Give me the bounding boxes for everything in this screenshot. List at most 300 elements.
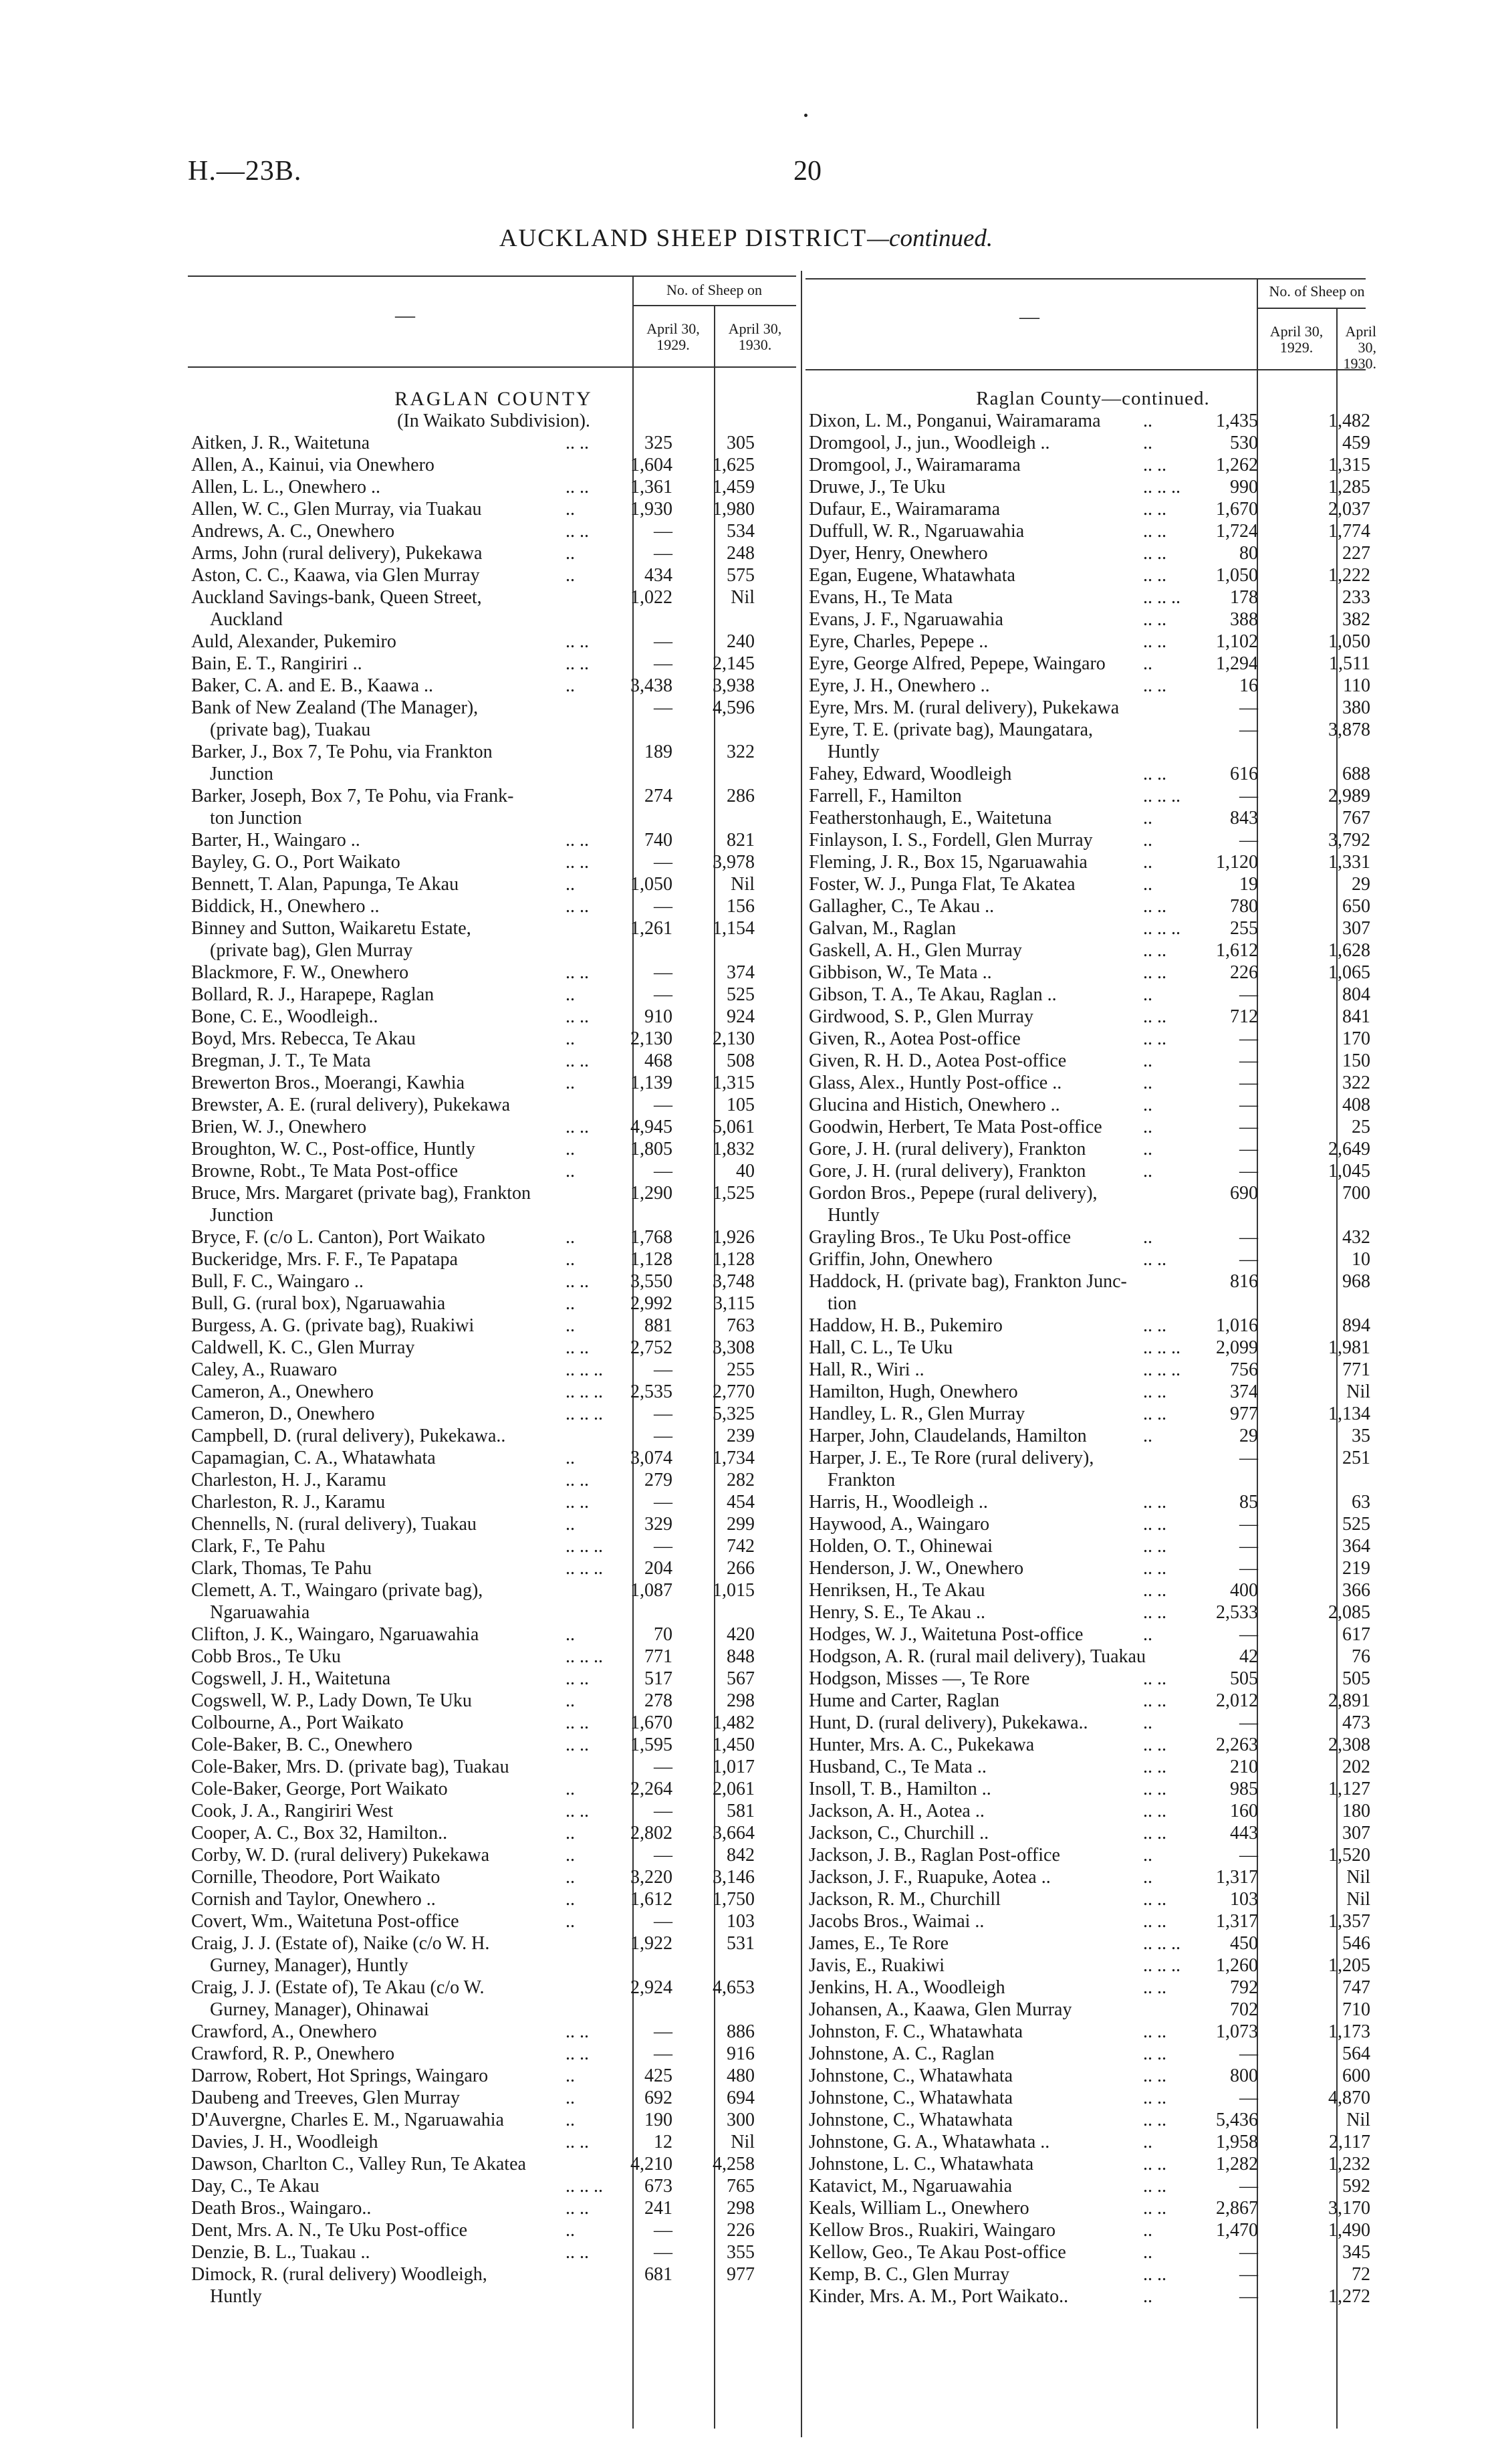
table-row <box>191 1028 796 1050</box>
leader-dots: .. .. <box>1143 1757 1166 1777</box>
leader-dots: .. .. .. <box>1143 477 1180 497</box>
owner-name: Hamilton, Hugh, Onewhero <box>809 1381 1018 1402</box>
table-row <box>191 1182 796 1204</box>
owner-name: Corby, W. D. (rural delivery) Pukekawa <box>191 1845 490 1866</box>
table-row <box>809 1690 1377 1712</box>
table-row <box>809 586 1377 608</box>
leader-dots: .. <box>1143 1227 1152 1248</box>
owner-name: Frankton <box>828 1470 896 1490</box>
leader-dots: .. .. <box>1143 1734 1166 1755</box>
owner-name: (private bag), Tuakau <box>210 719 371 740</box>
owner-name: Brewster, A. E. (rural delivery), Pukekawa <box>191 1095 511 1115</box>
owner-name: Aston, C. C., Kaawa, via Glen Murray <box>191 565 480 586</box>
sheep-1929: 740 <box>644 830 672 851</box>
sheep-1930: 2,989 <box>1328 786 1370 806</box>
owner-name: Griffin, John, Onewhero <box>809 1249 993 1270</box>
leader-dots: .. .. <box>1143 1558 1166 1579</box>
leader-dots: .. .. <box>1143 2176 1166 2197</box>
owner-name: Baker, C. A. and E. B., Kaawa .. <box>191 675 434 696</box>
sheep-1930: 473 <box>1342 1712 1370 1733</box>
owner-name: Death Bros., Waingaro.. <box>191 2198 372 2219</box>
table-row <box>191 1800 796 1822</box>
sheep-1930: 1,232 <box>1328 2154 1370 2174</box>
table-row <box>809 1977 1377 1999</box>
table-row <box>191 1756 796 1778</box>
sheep-1930: 233 <box>1342 587 1370 608</box>
table-row <box>191 2153 796 2175</box>
sheep-1930: 4,596 <box>713 697 755 718</box>
sheep-1930: 3,664 <box>713 1823 755 1843</box>
leader-dots: .. <box>1143 1624 1152 1645</box>
owner-name: Duffull, W. R., Ngaruawahia <box>809 521 1025 542</box>
leader-dots: .. .. <box>566 2198 589 2219</box>
owner-name: Andrews, A. C., Onewhero <box>191 521 395 542</box>
owner-name: Henderson, J. W., Onewhero <box>809 1558 1024 1579</box>
leader-dots: .. <box>1143 2132 1152 2152</box>
sheep-1929: — <box>1239 1249 1258 1270</box>
sheep-1930: 1,128 <box>713 1249 755 1270</box>
table-row <box>191 2021 796 2043</box>
table-row-continuation <box>809 1469 1377 1491</box>
table-row <box>191 2241 796 2263</box>
sheep-1929: — <box>654 2043 672 2064</box>
table-row <box>809 1491 1377 1513</box>
owner-name: Bain, E. T., Rangiriri .. <box>191 653 362 674</box>
table-row <box>191 1072 796 1094</box>
table-row <box>191 498 796 520</box>
page-speck <box>804 114 807 117</box>
table-row-continuation <box>809 741 1377 763</box>
sheep-1929: — <box>1239 1028 1258 1049</box>
sheep-1930: 3,748 <box>713 1271 755 1292</box>
sheep-1930: 103 <box>727 1911 755 1932</box>
table-row <box>809 1579 1377 1601</box>
sheep-1930: 459 <box>1342 433 1370 453</box>
sheep-1930: 700 <box>1342 1183 1370 1204</box>
sheep-1930: 3,878 <box>1328 719 1370 740</box>
owner-name: Gurney, Manager), Ohinawai <box>210 1999 429 2020</box>
sheep-1929: 278 <box>644 1690 672 1711</box>
sheep-1930: 1,926 <box>713 1227 755 1248</box>
table-row <box>191 2219 796 2241</box>
owner-name: Barker, Joseph, Box 7, Te Pohu, via Frank- <box>191 786 514 806</box>
leader-dots: .. .. <box>1143 1977 1166 1998</box>
sheep-1929: 2,012 <box>1216 1690 1258 1711</box>
sheep-1930: 219 <box>1342 1558 1370 1579</box>
sheep-1929: 616 <box>1230 764 1258 784</box>
table-row <box>191 1381 796 1403</box>
section-heading-continued: Raglan County—continued. <box>976 388 1210 409</box>
leader-dots: .. <box>566 1690 575 1711</box>
leader-dots: .. .. <box>566 631 589 652</box>
sheep-1930: 380 <box>1342 697 1370 718</box>
owner-name: Bone, C. E., Woodleigh.. <box>191 1006 378 1027</box>
sheep-1930: 180 <box>1342 1801 1370 1821</box>
leader-dots: .. .. <box>1143 1514 1166 1535</box>
sheep-1929: 1,922 <box>630 1933 672 1954</box>
sheep-1930: 1,625 <box>713 455 755 475</box>
leader-dots: .. <box>1143 1845 1152 1866</box>
table-row <box>191 432 796 454</box>
owner-name: Girdwood, S. P., Glen Murray <box>809 1006 1033 1027</box>
sheep-1930: 3,792 <box>1328 830 1370 851</box>
sheep-1930: 747 <box>1342 1977 1370 1998</box>
sheep-1929: — <box>654 2242 672 2263</box>
sheep-1929: 42 <box>1239 1646 1258 1667</box>
sheep-1929: — <box>654 2021 672 2042</box>
leader-dots: .. .. <box>1143 1823 1166 1843</box>
sheep-1930: 364 <box>1342 1536 1370 1557</box>
leader-dots: .. .. <box>1143 1404 1166 1424</box>
sheep-1929: — <box>654 1404 672 1424</box>
sheep-1930: 1,628 <box>1328 940 1370 961</box>
sheep-1930: 1,525 <box>713 1183 755 1204</box>
sheep-1930: 1,315 <box>1328 455 1370 475</box>
owner-name: Hunter, Mrs. A. C., Pukekawa <box>809 1734 1035 1755</box>
sheep-1929: 2,867 <box>1216 2198 1258 2219</box>
table-row <box>191 741 796 763</box>
owner-name: Huntly <box>210 2286 262 2307</box>
leader-dots: .. .. <box>1143 2154 1166 2174</box>
sheep-1929: 2,130 <box>630 1028 672 1049</box>
table-row <box>809 1866 1377 1888</box>
sheep-1930: 4,870 <box>1328 2088 1370 2108</box>
table-row <box>191 1094 796 1116</box>
sheep-1929: 425 <box>644 2065 672 2086</box>
sheep-1929: 19 <box>1239 874 1258 895</box>
leader-dots: .. .. <box>566 2043 589 2064</box>
table-row <box>809 1557 1377 1579</box>
table-row <box>191 1425 796 1447</box>
owner-name: Brien, W. J., Onewhero <box>191 1117 367 1137</box>
table-row <box>809 520 1377 542</box>
table-row <box>191 697 796 719</box>
table-row <box>809 719 1377 741</box>
owner-name: Dixon, L. M., Ponganui, Wairamarama <box>809 411 1101 431</box>
sheep-1929: 1,317 <box>1216 1867 1258 1888</box>
sheep-1930: 299 <box>727 1514 755 1535</box>
sheep-1929: — <box>654 631 672 652</box>
sheep-1929: 374 <box>1230 1381 1258 1402</box>
owner-name: James, E., Te Rore <box>809 1933 949 1954</box>
owner-name: Egan, Eugene, Whatawhata <box>809 565 1015 586</box>
leader-dots: .. .. <box>566 1492 589 1513</box>
leader-dots: .. .. .. <box>1143 1359 1180 1380</box>
owner-name: Johnstone, C., Whatawhata <box>809 2110 1013 2130</box>
sheep-1929: 443 <box>1230 1823 1258 1843</box>
owner-name: Cornish and Taylor, Onewhero .. <box>191 1889 436 1910</box>
right-sheep-group-header: No. of Sheep on <box>1269 283 1365 300</box>
sheep-1930: 894 <box>1342 1315 1370 1336</box>
owner-name: Clark, F., Te Pahu <box>191 1536 326 1557</box>
leader-dots: .. .. <box>1143 521 1166 542</box>
leader-dots: .. .. <box>1143 2264 1166 2285</box>
table-row-continuation <box>191 719 796 741</box>
table-row <box>809 2241 1377 2263</box>
sheep-1929: 3,550 <box>630 1271 672 1292</box>
owner-name: Johnstone, C., Whatawhata <box>809 2088 1013 2108</box>
sheep-1929: 1,670 <box>1216 499 1258 520</box>
sheep-1929: 1,294 <box>1216 653 1258 674</box>
owner-name: Day, C., Te Akau <box>191 2176 320 2197</box>
sheep-1929: 530 <box>1230 433 1258 453</box>
table-row <box>191 1293 796 1315</box>
sheep-1930: 650 <box>1342 896 1370 917</box>
leader-dots: .. <box>566 2110 575 2130</box>
sheep-1930: 767 <box>1342 808 1370 828</box>
table-row <box>809 2153 1377 2175</box>
sheep-1929: — <box>1239 1712 1258 1733</box>
sheep-1929: — <box>654 1161 672 1182</box>
owner-name: Dromgool, J., jun., Woodleigh .. <box>809 433 1050 453</box>
sheep-1930: 1,127 <box>1328 1779 1370 1799</box>
sheep-1929: 843 <box>1230 808 1258 828</box>
sheep-1929: — <box>654 653 672 674</box>
sheep-1930: 1,482 <box>1328 411 1370 431</box>
owner-name: Broughton, W. C., Post-office, Huntly <box>191 1139 475 1159</box>
sheep-1929: 2,752 <box>630 1337 672 1358</box>
sheep-1929: 881 <box>644 1315 672 1336</box>
sheep-1930: Nil <box>731 2132 755 2152</box>
sheep-1930: 35 <box>1352 1426 1370 1446</box>
owner-name: Finlayson, I. S., Fordell, Glen Murray <box>809 830 1093 851</box>
owner-name: Eyre, J. H., Onewhero .. <box>809 675 990 696</box>
table-row <box>191 1866 796 1888</box>
leader-dots: .. .. <box>566 1470 589 1490</box>
leader-dots: .. .. <box>1143 499 1166 520</box>
sheep-1930: 72 <box>1352 2264 1370 2285</box>
leader-dots: .. .. <box>566 896 589 917</box>
sheep-1929: — <box>654 1095 672 1115</box>
sheep-1930: 1,750 <box>713 1889 755 1910</box>
sheep-1930: 1,205 <box>1328 1955 1370 1976</box>
owner-name: ton Junction <box>210 808 302 828</box>
owner-name: Druwe, J., Te Uku <box>809 477 946 497</box>
table-row <box>191 829 796 851</box>
table-row <box>809 1778 1377 1800</box>
table-row <box>191 1888 796 1910</box>
sheep-1930: 226 <box>727 2220 755 2241</box>
sheep-1930: 2,061 <box>713 1779 755 1799</box>
leader-dots: .. <box>1143 2220 1152 2241</box>
table-row <box>809 1844 1377 1866</box>
owner-name: Glass, Alex., Huntly Post-office .. <box>809 1073 1062 1093</box>
sheep-1930: 29 <box>1352 874 1370 895</box>
sheep-1929: 2,263 <box>1216 1734 1258 1755</box>
table-row <box>809 1337 1377 1359</box>
owner-name: Chennells, N. (rural delivery), Tuakau <box>191 1514 477 1535</box>
sheep-1929: 12 <box>654 2132 672 2152</box>
sheep-1930: 1,173 <box>1328 2021 1370 2042</box>
sheep-1930: 1,482 <box>713 1712 755 1733</box>
table-row <box>191 1535 796 1557</box>
table-row <box>809 1116 1377 1138</box>
leader-dots: .. .. <box>1143 2110 1166 2130</box>
sheep-1929: — <box>654 1845 672 1866</box>
sheep-1929: — <box>1239 2043 1258 2064</box>
table-row <box>191 1160 796 1182</box>
sheep-1929: 4,210 <box>630 2154 672 2174</box>
owner-name: Goodwin, Herbert, Te Mata Post-office <box>809 1117 1102 1137</box>
sheep-1929: 2,992 <box>630 1293 672 1314</box>
owner-name: Junction <box>210 764 273 784</box>
sheep-1930: 2,308 <box>1328 1734 1370 1755</box>
table-row <box>191 1668 796 1690</box>
table-row <box>191 520 796 542</box>
leader-dots: .. .. <box>566 653 589 674</box>
table-row <box>191 1403 796 1425</box>
sheep-1930: 322 <box>1342 1073 1370 1093</box>
owner-name: Clark, Thomas, Te Pahu <box>191 1558 372 1579</box>
sheep-1929: 1,120 <box>1216 852 1258 873</box>
leader-dots: .. <box>1143 830 1152 851</box>
table-row <box>809 1381 1377 1403</box>
table-row <box>191 1359 796 1381</box>
sheep-1930: 804 <box>1342 984 1370 1005</box>
sheep-1929: — <box>654 1426 672 1446</box>
table-row <box>809 917 1377 939</box>
sheep-1929: — <box>1239 719 1258 740</box>
owner-name: Auckland Savings-bank, Queen Street, <box>191 587 482 608</box>
sheep-1930: 227 <box>1342 543 1370 564</box>
sheep-1930: 110 <box>1343 675 1370 696</box>
sheep-1930: 617 <box>1342 1624 1370 1645</box>
sheep-1929: 1,470 <box>1216 2220 1258 2241</box>
right-rows <box>809 410 1377 2308</box>
sheep-1930: 2,117 <box>1329 2132 1370 2152</box>
owner-name: Clifton, J. K., Waingaro, Ngaruawahia <box>191 1624 479 1645</box>
leader-dots: .. .. <box>1143 1580 1166 1601</box>
owner-name: Binney and Sutton, Waikaretu Estate, <box>191 918 471 939</box>
sheep-1929: 1,768 <box>630 1227 672 1248</box>
sheep-1929: 1,016 <box>1216 1315 1258 1336</box>
sheep-1930: 581 <box>727 1801 755 1821</box>
owner-name: Jackson, C., Churchill .. <box>809 1823 989 1843</box>
owner-name: Fleming, J. R., Box 15, Ngaruawahia <box>809 852 1088 873</box>
table-row <box>809 2021 1377 2043</box>
sheep-1929: 1,102 <box>1216 631 1258 652</box>
leader-dots: .. .. <box>566 1117 589 1137</box>
owner-name: Holden, O. T., Ohinewai <box>809 1536 993 1557</box>
sheep-1929: 2,264 <box>630 1779 672 1799</box>
leader-dots: .. .. .. <box>1143 1955 1180 1976</box>
sheep-1930: 525 <box>1342 1514 1370 1535</box>
owner-name: Dimock, R. (rural delivery) Woodleigh, <box>191 2264 487 2285</box>
sheep-1929: 85 <box>1239 1492 1258 1513</box>
table-row <box>191 2109 796 2131</box>
sheep-1930: 76 <box>1352 1646 1370 1667</box>
sheep-1929: — <box>1239 1161 1258 1182</box>
owner-name: Bregman, J. T., Te Mata <box>191 1050 371 1071</box>
sheep-1929: — <box>654 521 672 542</box>
leader-dots: .. <box>1143 411 1152 431</box>
leader-dots: .. .. <box>1143 1602 1166 1623</box>
sheep-1929: 985 <box>1230 1779 1258 1799</box>
table-row <box>809 763 1377 785</box>
owner-name: Eyre, T. E. (private bag), Maungatara, <box>809 719 1094 740</box>
owner-name: D'Auvergne, Charles E. M., Ngaruawahia <box>191 2110 504 2130</box>
sheep-1929: 990 <box>1230 477 1258 497</box>
sheep-1929: 255 <box>1230 918 1258 939</box>
sheep-1930: 4,258 <box>713 2154 755 2174</box>
sheep-1929: 1,612 <box>1216 940 1258 961</box>
owner-name: Henry, S. E., Te Akau .. <box>809 1602 986 1623</box>
leader-dots: .. .. <box>566 433 589 453</box>
sheep-1930: 688 <box>1342 764 1370 784</box>
leader-dots: .. <box>566 2220 575 2241</box>
sheep-1930: 546 <box>1342 1933 1370 1954</box>
sheep-1930: 977 <box>727 2264 755 2285</box>
owner-name: Jackson, A. H., Aotea .. <box>809 1801 985 1821</box>
owner-name: tion <box>828 1293 857 1314</box>
owner-name: Hall, C. L., Te Uku <box>809 1337 953 1358</box>
leader-dots: .. .. <box>1143 1492 1166 1513</box>
sheep-1929: — <box>1239 1227 1258 1248</box>
sheep-1929: — <box>1239 1050 1258 1071</box>
table-row <box>191 917 796 939</box>
sheep-1930: 3,170 <box>1328 2198 1370 2219</box>
sheep-1929: 325 <box>644 433 672 453</box>
table-row <box>809 542 1377 564</box>
owner-name: Foster, W. J., Punga Flat, Te Akatea <box>809 874 1076 895</box>
owner-name: Charleston, H. J., Karamu <box>191 1470 386 1490</box>
owner-name: Katavict, M., Ngaruawahia <box>809 2176 1012 2197</box>
leader-dots: .. .. <box>566 962 589 983</box>
sheep-1930: 1,331 <box>1328 852 1370 873</box>
sheep-1929: 80 <box>1239 543 1258 564</box>
owner-name: Hodgson, A. R. (rural mail delivery), Tuakau <box>809 1646 1146 1667</box>
page-title: AUCKLAND SHEEP DISTRICT—continued. <box>499 225 993 252</box>
sheep-1929: — <box>654 697 672 718</box>
table-row <box>809 1425 1377 1447</box>
leader-dots: .. .. <box>566 1006 589 1027</box>
leader-dots: .. .. <box>1143 1006 1166 1027</box>
sheep-1930: 916 <box>727 2043 755 2064</box>
sheep-1930: 298 <box>727 2198 755 2219</box>
leader-dots: .. <box>1143 1161 1152 1182</box>
owner-name: Jackson, J. B., Raglan Post-office <box>809 1845 1060 1866</box>
sheep-1929: — <box>1239 1448 1258 1468</box>
sheep-1930: 480 <box>727 2065 755 2086</box>
table-row <box>809 2109 1377 2131</box>
sheep-1930: 282 <box>727 1470 755 1490</box>
leader-dots: .. .. .. <box>1143 1337 1180 1358</box>
leader-dots: .. .. .. <box>1143 918 1180 939</box>
sheep-1930: 742 <box>727 1536 755 1557</box>
leader-dots: .. .. <box>566 1050 589 1071</box>
table-row <box>809 851 1377 873</box>
sheep-1930: 2,085 <box>1328 1602 1370 1623</box>
sheep-1929: — <box>654 1359 672 1380</box>
leader-dots: .. .. <box>566 830 589 851</box>
sheep-1929: — <box>654 896 672 917</box>
leader-dots: .. .. <box>1143 2021 1166 2042</box>
owner-name: Kemp, B. C., Glen Murray <box>809 2264 1010 2285</box>
leader-dots: .. .. <box>1143 1381 1166 1402</box>
leader-dots: .. .. <box>1143 1779 1166 1799</box>
sheep-1930: 1,134 <box>1328 1404 1370 1424</box>
sheep-1930: 382 <box>1342 609 1370 630</box>
leader-dots: .. .. <box>566 2021 589 2042</box>
leader-dots: .. <box>566 1073 575 1093</box>
table-row <box>809 962 1377 984</box>
sheep-1930: 307 <box>1342 1823 1370 1843</box>
owner-name: Harris, H., Woodleigh .. <box>809 1492 988 1513</box>
leader-dots: .. .. <box>1143 1536 1166 1557</box>
leader-dots: .. <box>1143 984 1152 1005</box>
table-row <box>809 1910 1377 1932</box>
table-row <box>809 1050 1377 1072</box>
